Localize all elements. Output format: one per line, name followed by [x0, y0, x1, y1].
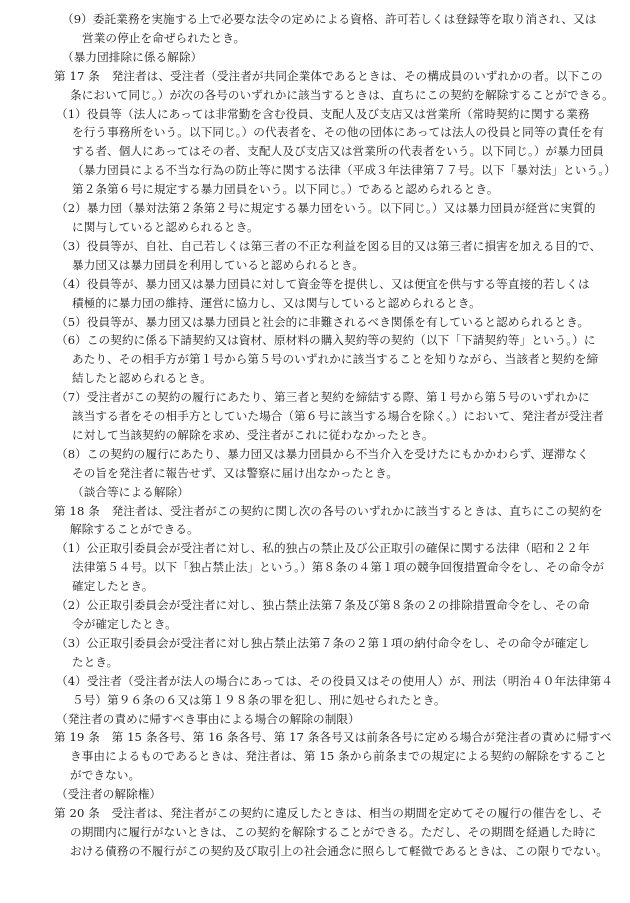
text-line: 解除することができる。	[70, 522, 199, 537]
text-line: 第 19 条 第 15 条各号、第 16 条各号、第 17 条各号又は前条各号に定める場合が発注者の責めに帰すべ	[54, 730, 612, 745]
text-line: の期間内に履行がないときは、この契約を解除することができる。ただし、その期間を経過した時に	[70, 824, 597, 839]
text-line: 第 20 条 受注者は、発注者がこの契約に違反したときは、相当の期間を定めてその履行の催告をし、そ	[54, 806, 603, 821]
article-20	[0, 804, 618, 861]
item-17-3	[0, 237, 618, 275]
text-line: 営業の停止を命ぜられたとき。	[82, 30, 246, 45]
section-heading: （談合等による解除）	[72, 484, 189, 499]
item-18-4	[0, 672, 618, 710]
text-line: （1）役員等（法人にあっては非常勤を含む役員、支配人及び支店又は営業所（常時契約に関する業務	[56, 106, 590, 121]
text-line: に関与していると認められるとき。	[72, 219, 259, 234]
text-line: する者、個人にあってはその者、支配人及び支店又は営業所の代表者をいう。以下同じ。）が暴力団員	[72, 144, 604, 159]
text-line: （9）委託業務を実施する上で必要な法令の定めによる資格、許可若しくは登録等を取り消され、又は	[62, 12, 597, 26]
text-line: 第 17 条 発注者は、受注者（受注者が共同企業体であるときは、その構成員のいずれかの者。以下この	[54, 68, 603, 83]
article-17	[0, 67, 618, 105]
text-line: を行う事務所をいう。以下同じ。）の代表者を、その他の団体にあっては法人の役員と同等の責任を有	[72, 125, 604, 140]
text-line: 積極的に暴力団の維持、運営に協力し、又は関与していると認められるとき。	[72, 295, 481, 310]
text-line: その旨を発注者に報告せず、又は警察に届け出なかったとき。	[72, 465, 399, 480]
text-line: 条において同じ。）が次の各号のいずれかに該当するときは、直ちにこの契約を解除することができる。	[70, 87, 614, 102]
text-line: （2）公正取引委員会が受注者に対し、独占禁止法第７条及び第８条の２の排除措置命令をし、その命	[56, 598, 590, 613]
item-17-5	[0, 313, 618, 332]
text-line: 確定したとき。	[72, 579, 154, 594]
text-line: たとき。	[72, 654, 119, 669]
text-line: あたり、その相手方が第１号から第５号のいずれかに該当することを知りながら、当該者と契約を締	[72, 352, 599, 367]
text-line: 暴力団又は暴力団員を利用していると認められるとき。	[72, 257, 364, 272]
text-line: に対して当該契約の解除を求め、受注者がこれに従わなかったとき。	[72, 427, 434, 442]
text-line: （4）役員等が、暴力団又は暴力団員に対して資金等を提供し、又は便宜を供与する等直接的若しくは	[56, 276, 590, 291]
item-17-7	[0, 388, 618, 445]
text-line: （2）暴力団（暴対法第２条第２号に規定する暴力団をいう。以下同じ。）又は暴力団員が経営に実質的	[56, 201, 596, 216]
item-17-2	[0, 199, 618, 237]
item-17-4	[0, 275, 618, 313]
section-heading: （発注者の責めに帰すべき事由による場合の解除の制限）	[56, 711, 360, 726]
text-line: （4）受注者（受注者が法人の場合にあっては、その役員又はその使用人）が、刑法（明治４０年法律第４	[56, 673, 613, 688]
text-line: 令が確定したとき。	[72, 617, 177, 631]
text-line: （6）この契約に係る下請契約又は資材、原材料の購入契約等の契約（以下「下請契約等」という。）に	[56, 333, 596, 348]
text-line: （8）この契約の履行にあたり、暴力団又は暴力団員から不当介入を受けたにもかかわらず、遅滞なく	[56, 446, 589, 461]
item-17-1	[0, 105, 618, 200]
text-line: （3）役員等が、自社、自己若しくは第三者の不正な利益を図る目的又は第三者に損害を加える目的で、	[56, 238, 602, 253]
text-line: 第２条第６号に規定する暴力団員をいう。以下同じ。）であると認められるとき。	[72, 182, 499, 197]
section-heading: （受注者の解除権）	[56, 787, 162, 802]
article-19	[0, 728, 618, 785]
item-18-1	[0, 539, 618, 596]
text-line: き事由によるものであるときは、発注者は、第 15 条から前条までの規定による契約の解除をすること	[70, 749, 608, 764]
text-line: （3）公正取引委員会が受注者に対し独占禁止法第７条の２第１項の納付命令をし、その命令が確定し	[56, 635, 590, 650]
text-line: 結したと認められるとき。	[72, 371, 212, 386]
text-line: （5）役員等が、暴力団又は暴力団員と社会的に非難されるべき関係を有していると認められるとき。	[56, 314, 590, 329]
text-line: ができない。	[70, 768, 141, 783]
text-line: 第 18 条 発注者は、受注者がこの契約に関し次の各号のいずれかに該当するときは、直ちにこの契約を	[54, 503, 603, 518]
item-9	[0, 10, 618, 48]
item-17-6	[0, 331, 618, 388]
text-line: （暴力団員による不当な行為の防止等に関する法律（平成３年法律第７７号。以下「暴対法」という。）	[72, 163, 616, 178]
text-line: 該当する者をその相手方としていた場合（第６号に該当する場合を除く。）において、発注者が受注者	[72, 409, 604, 424]
text-line: （7）受注者がこの契約の履行にあたり、第三者と契約を締結する際、第１号から第５号のいずれかに	[56, 390, 590, 405]
text-line: おける債務の不履行がこの契約及び取引上の社会通念に照らして軽微であるときは、この限りでない。	[70, 843, 608, 858]
text-line: ５号）第９６条の６又は第１９８条の罪を犯し、刑に処せられたとき。	[72, 692, 446, 707]
text-line: 法律第５４号。以下「独占禁止法」という。）第８条の４第１項の競争回復措置命令をし、その命令が	[72, 560, 605, 575]
item-17-8	[0, 445, 618, 483]
section-heading: （暴力団排除に係る解除）	[62, 49, 203, 64]
text-line: （1）公正取引委員会が受注者に対し、私的独占の禁止及び公正取引の確保に関する法律（昭和２２年	[56, 541, 590, 556]
item-18-2	[0, 596, 618, 634]
item-18-3	[0, 634, 618, 672]
article-18	[0, 502, 618, 540]
